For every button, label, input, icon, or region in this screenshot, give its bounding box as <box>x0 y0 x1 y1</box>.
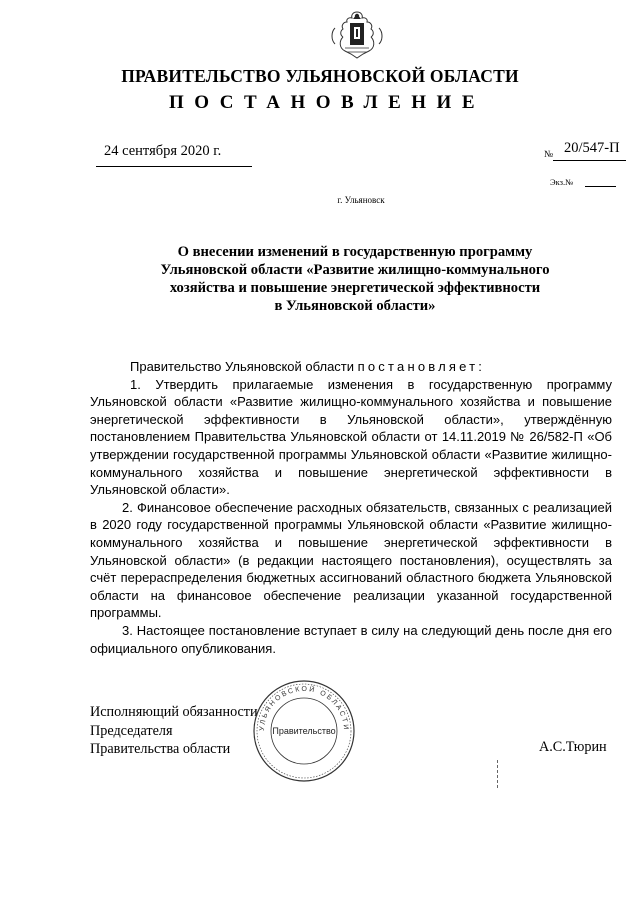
coat-of-arms-icon <box>327 8 387 62</box>
number-sign: № <box>544 150 554 160</box>
signatory-title <box>90 703 258 759</box>
paragraph-2: 2. Финансовое обеспечение расходных обязательств, связанных с реализацией в 2020 году государственной программы Ульяновской области «Развитие жилищно-коммунального хозяйства и повышение энергетической эффективности в Ульяновской области» (в редакции настоящего постановления), осуществлять за счёт перераспределения бюджетных ассигнований областного бюджета Ульяновской области на финансовое обеспечение реализации указанной государственной программы. <box>90 499 612 621</box>
date-underline <box>96 166 252 167</box>
signatory-line: Исполняющий обязанности <box>90 704 258 720</box>
government-title: ПРАВИТЕЛЬСТВО УЛЬЯНОВСКОЙ ОБЛАСТИ <box>121 66 519 86</box>
title-line: хозяйства и повышение энергетической эффективности <box>169 280 541 296</box>
svg-text:УЛЬЯНОВСКОЙ ОБЛАСТИ <box>259 684 349 731</box>
title-line: Ульяновской области «Развитие жилищно-коммунального <box>160 262 550 278</box>
title-line: в Ульяновской области» <box>274 298 436 314</box>
copy-number-underline <box>585 186 616 187</box>
intro-subject: Правительство Ульяновской области <box>130 359 355 374</box>
document-title <box>100 243 610 315</box>
signatory-name: А.С.Тюрин <box>539 739 607 755</box>
document-date: 24 сентября 2020 г. <box>104 143 222 159</box>
margin-mark <box>497 760 498 788</box>
stamp-center-text: Правительство <box>272 726 336 736</box>
number-underline <box>553 160 626 161</box>
paragraph-1: 1. Утвердить прилагаемые изменения в государственную программу Ульяновской области «Развитие жилищно-коммунального хозяйства и повышение энергетической эффективности в Ульяновской области», утверждённую постановлением Правительства Ульяновской области от 14.11.2019 № 26/582-П «Об утверждении государственной программы Ульяновской области «Развитие жилищно-коммунального хозяйства и повышение энергетической эффективности в Ульяновской области». <box>90 376 612 498</box>
official-stamp-icon <box>250 677 358 785</box>
signatory-line: Председателя <box>90 722 173 739</box>
paragraph-3: 3. Настоящее постановление вступает в силу на следующий день после дня его официального опубликования. <box>90 622 612 656</box>
title-line: О внесении изменений в государственную программу <box>177 244 533 260</box>
intro-paragraph <box>90 358 612 376</box>
stamp-ring-text: УЛЬЯНОВСКОЙ ОБЛАСТИ <box>258 685 350 732</box>
copy-number-label: Экз.№ <box>550 177 574 187</box>
document-body <box>90 358 612 657</box>
signatory-line: Правительства области <box>90 741 231 757</box>
city-label: г. Ульяновск <box>337 195 385 205</box>
intro-verb: постановляет: <box>357 359 486 374</box>
document-type: ПОСТАНОВЛЕНИЕ <box>168 92 486 113</box>
document-number: 20/547-П <box>564 140 620 156</box>
